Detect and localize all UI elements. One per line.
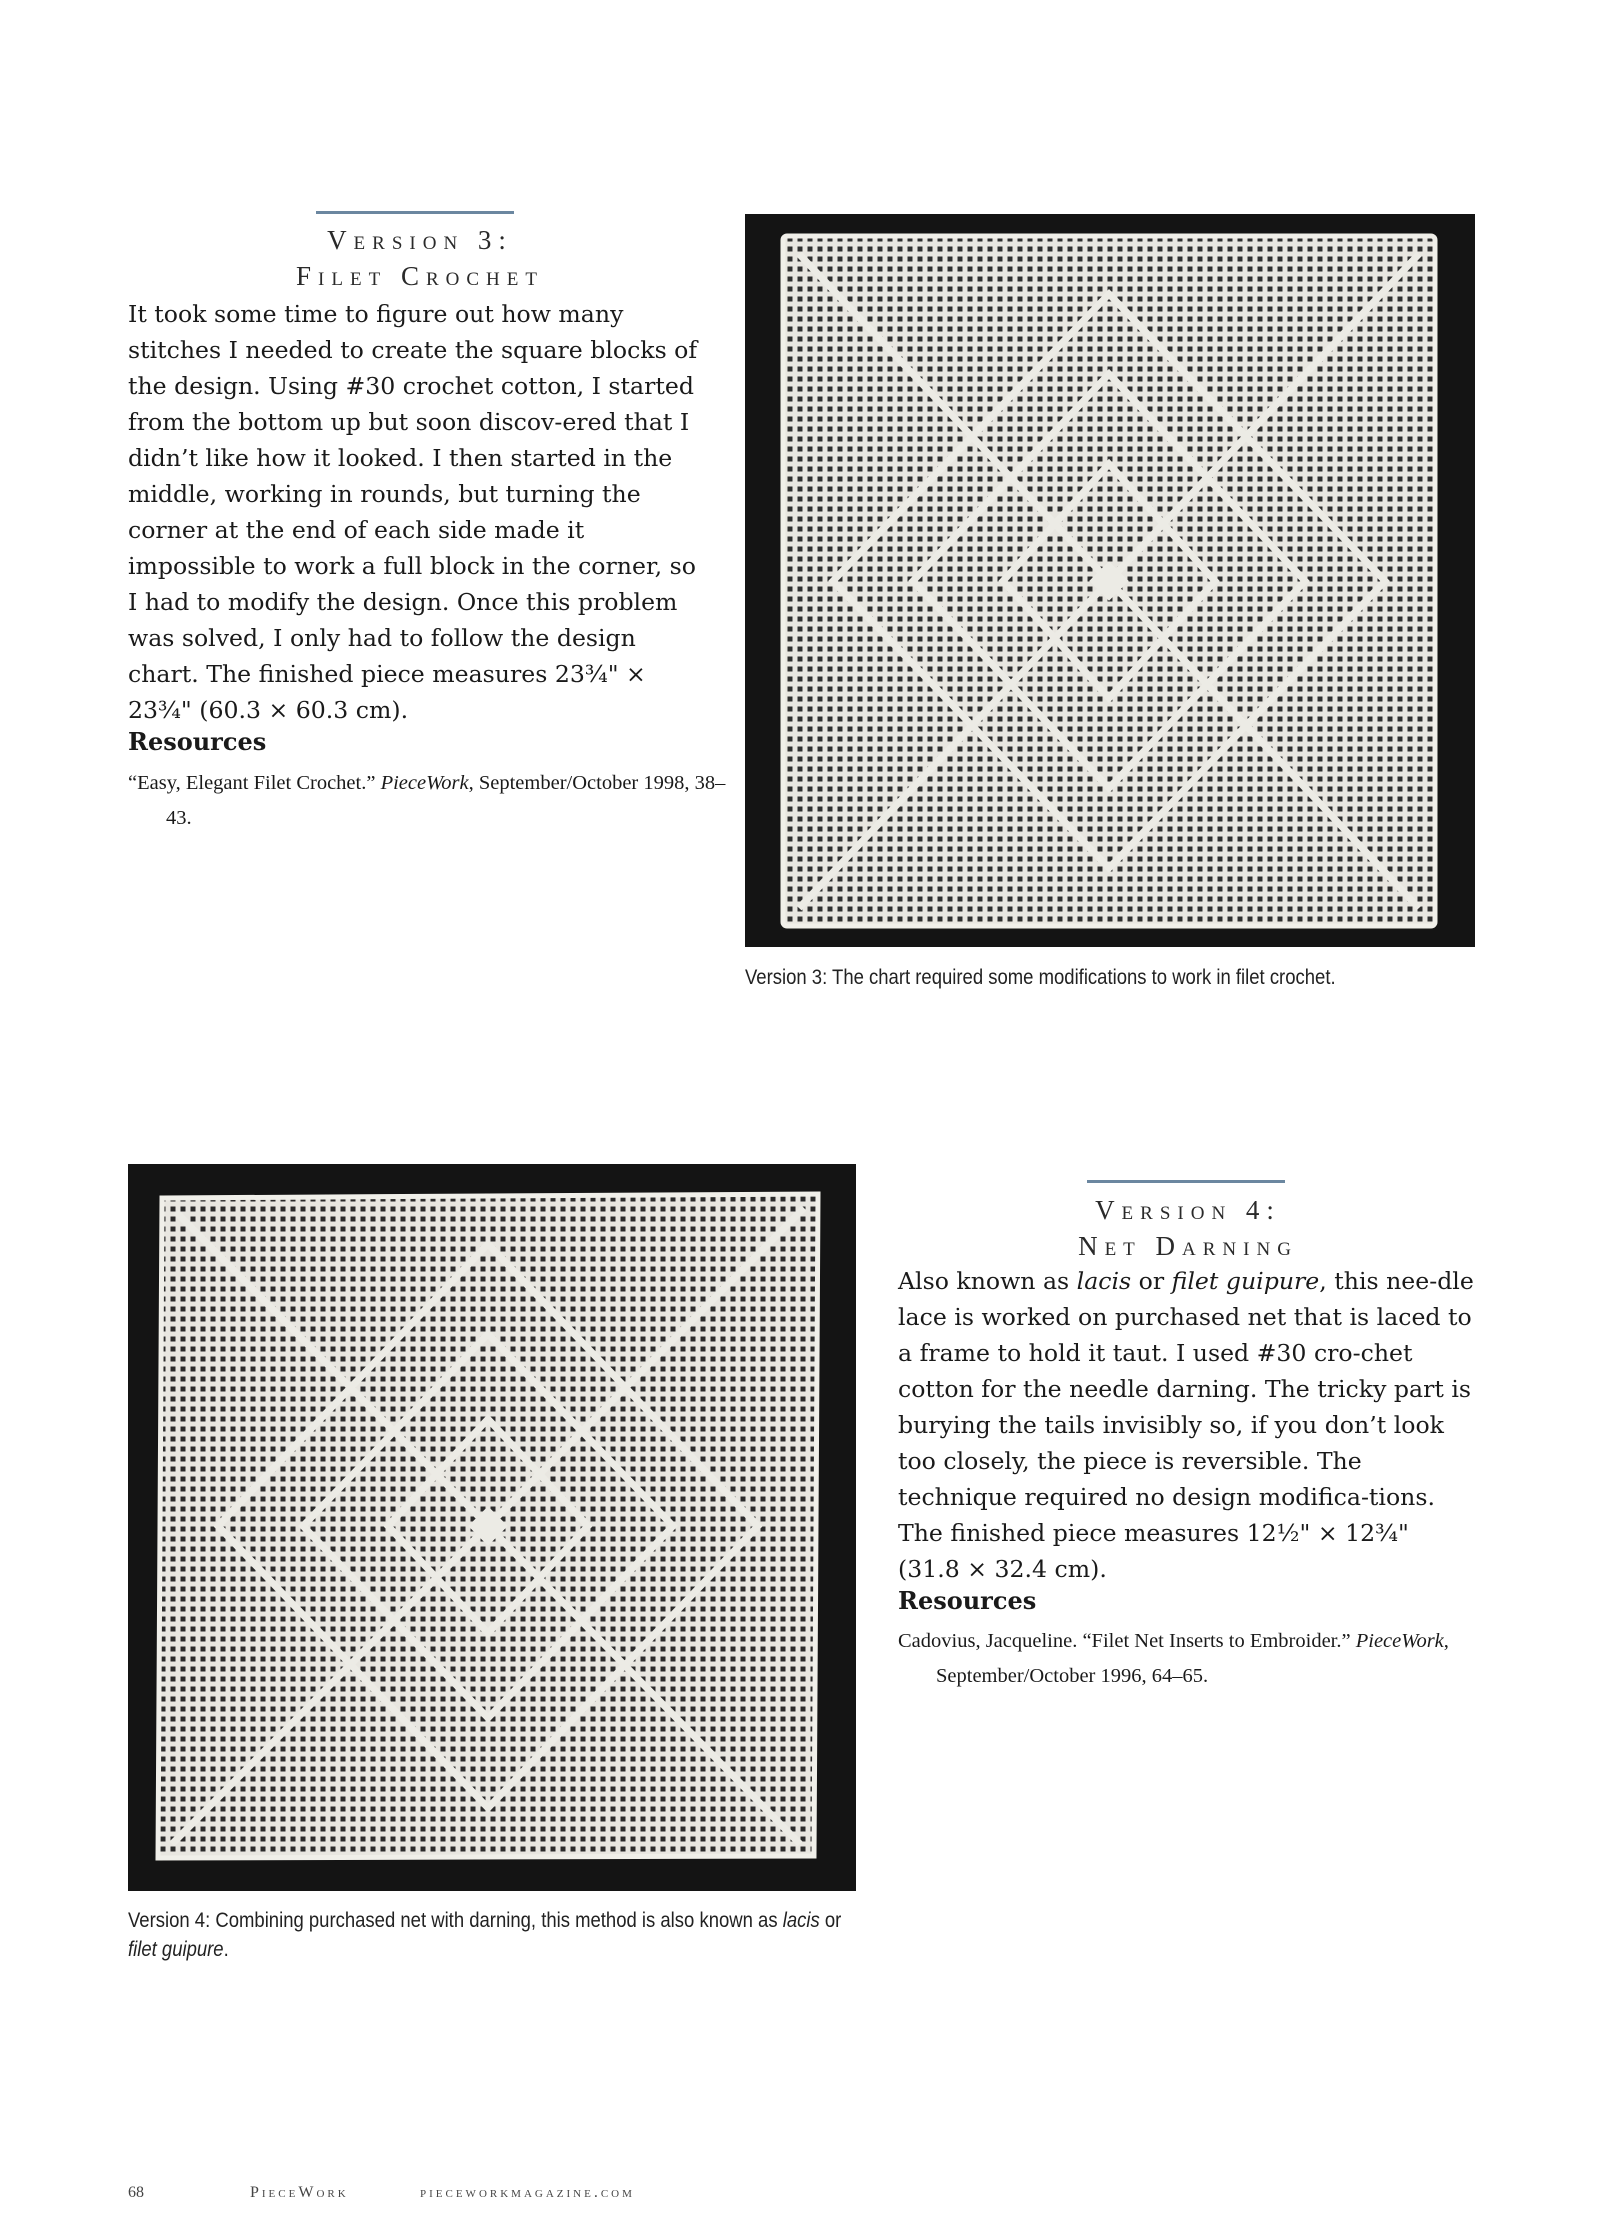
photo-version4-net-darning	[128, 1164, 856, 1891]
resources-heading-version4: Resources	[898, 1586, 1037, 1615]
heading-version4	[898, 1192, 1478, 1264]
caption-version4-prefix: Version 4: Combining purchased net with darning, this method is also known as	[128, 1908, 783, 1932]
body-version4-or: or	[1131, 1267, 1172, 1295]
resource-details: , September/October 1996, 64–65.	[936, 1630, 1449, 1687]
caption-version4-end: .	[223, 1937, 229, 1961]
heading-version3-line2: Filet Crochet	[296, 261, 544, 291]
body-version4-intro: Also known as	[898, 1267, 1077, 1295]
resources-heading-version3: Resources	[128, 727, 267, 756]
resource-publication: PieceWork	[1355, 1630, 1444, 1652]
lace-image-version3	[745, 214, 1475, 947]
heading-version3	[130, 222, 710, 294]
body-version4	[898, 1263, 1478, 1587]
body-version4-rest: , this nee-dle lace is worked on purchased net that is laced to a frame to hold it taut. I used #30 cro-chet cotton for the needle darning. The tricky part is burying the tails invisibly so, if you don’t look too closely, the piece is reversible. The technique required no design modifica-tions. The finished piece measures 12½" × 12¾" (31.8 × 32.4 cm).	[898, 1267, 1474, 1583]
photo-version3-filet-crochet	[745, 214, 1475, 947]
resource-details: , September/October 1998, 38–43.	[166, 772, 726, 829]
resource-item-version4	[898, 1624, 1516, 1694]
resource-author-title: Cadovius, Jacqueline. “Filet Net Inserts to Embroider.”	[898, 1630, 1351, 1652]
caption-version4	[128, 1906, 868, 1964]
caption-version4-or: or	[819, 1908, 842, 1932]
section-rule-version3	[316, 211, 514, 214]
body-version4-term1: lacis	[1076, 1267, 1132, 1295]
caption-version3: Version 3: The chart required some modifications to work in filet crochet.	[745, 965, 1336, 989]
body-version3: It took some time to figure out how many stitches I needed to create the square blocks of the design. Using #30 crochet cotton, I started from the bottom up but soon discov-ered that I didn’t like how it looked. I then started in the middle, working in rounds, but turning the corner at the end of each side made it impossible to work a full block in the corner, so I had to modify the design. Once this problem was solved, I only had to follow the design chart. The finished piece measures 23¾" × 23¾" (60.3 × 60.3 cm).	[128, 300, 698, 724]
section-rule-version4	[1087, 1180, 1285, 1183]
heading-version4-line2: Net Darning	[1078, 1231, 1298, 1261]
lace-image-version4	[128, 1164, 856, 1891]
heading-version4-line1: Version 4:	[1095, 1195, 1281, 1225]
resource-item-version3	[128, 766, 726, 836]
resource-publication: PieceWork	[380, 772, 469, 794]
footer-website: pieceworkmagazine.com	[420, 2184, 635, 2201]
heading-version3-line1: Version 3:	[327, 225, 513, 255]
body-version4-term2: filet guipure	[1171, 1267, 1320, 1295]
resource-title: “Easy, Elegant Filet Crochet.”	[128, 772, 376, 794]
page-number: 68	[128, 2184, 144, 2201]
caption-version4-term2: filet guipure	[128, 1937, 224, 1961]
caption-version4-term1: lacis	[782, 1908, 820, 1932]
footer-magazine-name: PieceWork	[250, 2184, 349, 2201]
